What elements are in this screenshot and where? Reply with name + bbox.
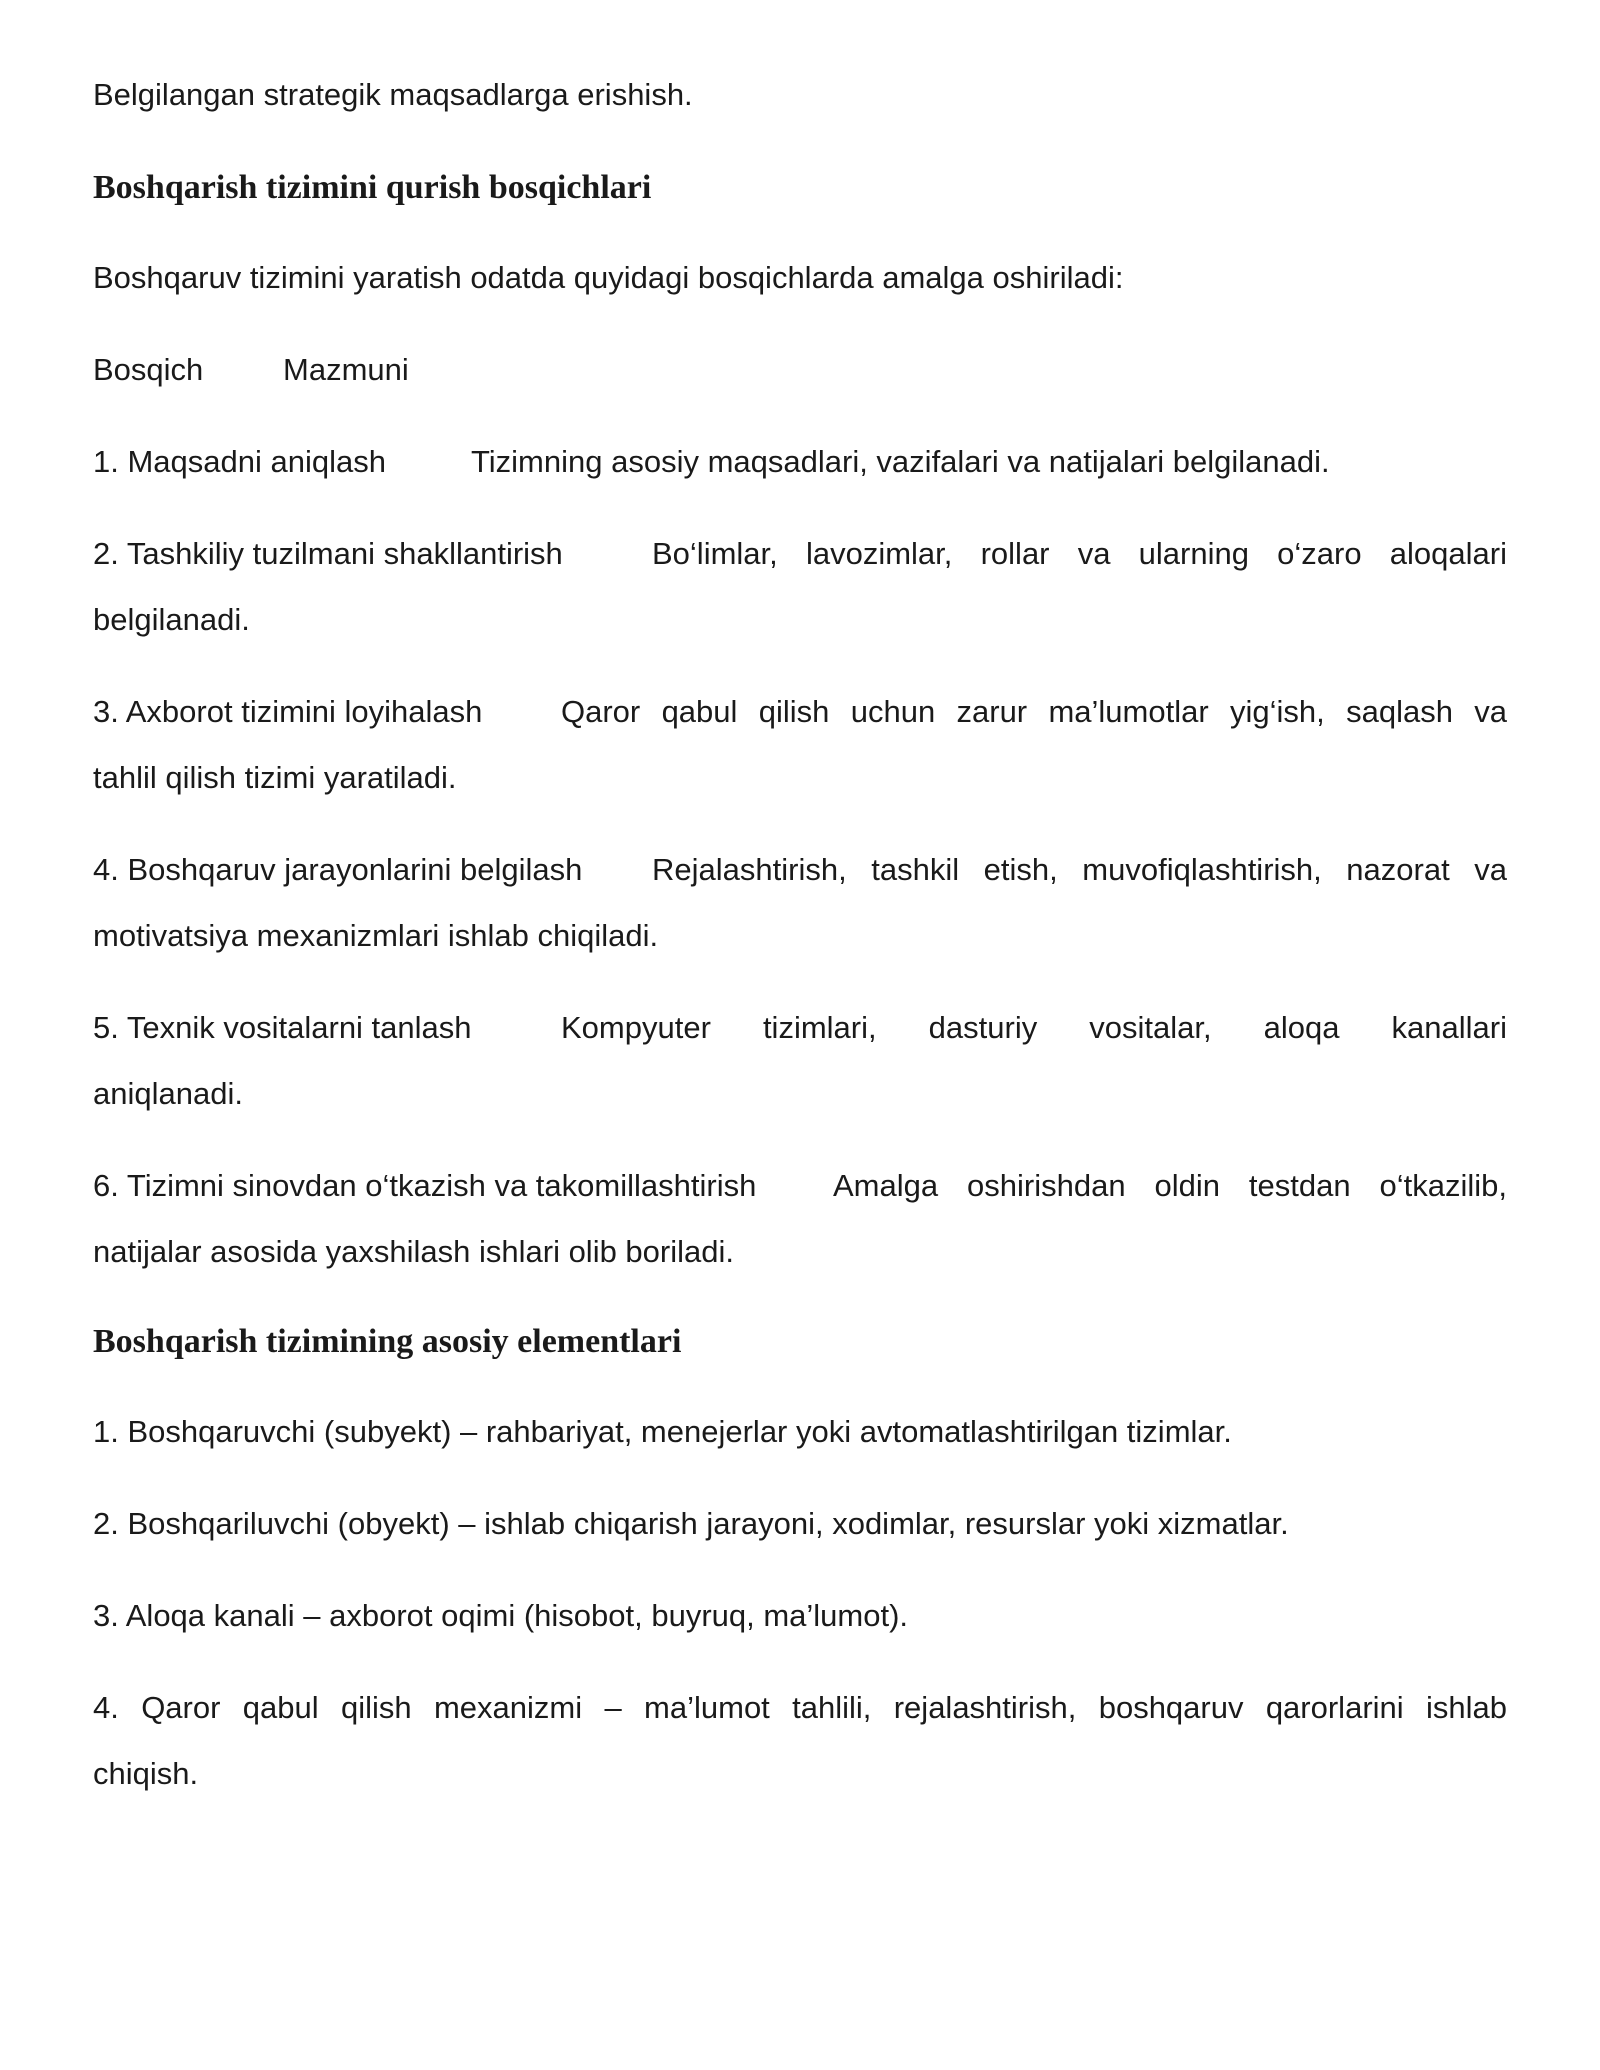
list-item: 4. Qaror qabul qilish mexanizmi – ma’lumot tahlili, rejalashtirish, boshqaruv qarorlarini ishlab <box>93 1690 1507 1725</box>
table-header <box>93 350 1507 390</box>
table-header-stage: Bosqich <box>93 352 204 387</box>
step-content-continued: tahlil qilish tizimi yaratiladi. <box>93 760 457 795</box>
step-content-continued: belgilanadi. <box>93 602 250 637</box>
section-intro: Boshqaruv tizimini yaratish odatda quyidagi bosqichlarda amalga oshiriladi: <box>93 260 1124 295</box>
step-content-continued: natijalar asosida yaxshilash ishlari olib boriladi. <box>93 1234 734 1269</box>
step-content: Bo‘limlar, lavozimlar, rollar va ularning o‘zaro aloqalari <box>652 536 1507 571</box>
step-row <box>93 442 1507 482</box>
step-content: Rejalashtirish, tashkil etish, muvofiqlashtirish, nazorat va <box>652 852 1507 887</box>
step-content: Amalga oshirishdan oldin testdan o‘tkazilib, <box>833 1168 1507 1203</box>
table-header-content: Mazmuni <box>283 352 409 387</box>
step-content-continued: motivatsiya mexanizmlari ishlab chiqiladi. <box>93 918 659 953</box>
step-content-continued: aniqlanadi. <box>93 1076 243 1111</box>
section-heading-elements: Boshqarish tizimining asosiy elementlari <box>93 1323 682 1360</box>
step-stage: 1. Maqsadni aniqlash <box>93 444 386 479</box>
step-content: Tizimning asosiy maqsadlari, vazifalari va natijalari belgilanadi. <box>471 444 1330 479</box>
step-row <box>93 692 1507 732</box>
step-stage: 4. Boshqaruv jarayonlarini belgilash <box>93 852 583 887</box>
section-heading-stages: Boshqarish tizimini qurish bosqichlari <box>93 169 652 206</box>
list-item: 1. Boshqaruvchi (subyekt) – rahbariyat, menejerlar yoki avtomatlashtirilgan tizimlar. <box>93 1414 1232 1449</box>
step-row <box>93 850 1507 890</box>
step-row <box>93 534 1507 574</box>
step-row <box>93 1008 1507 1048</box>
step-stage: 2. Tashkiliy tuzilmani shakllantirish <box>93 536 563 571</box>
step-stage: 6. Tizimni sinovdan o‘tkazish va takomillashtirish <box>93 1168 757 1203</box>
step-content: Kompyuter tizimlari, dasturiy vositalar, aloqa kanallari <box>561 1010 1507 1045</box>
list-item: 3. Aloqa kanali – axborot oqimi (hisobot, buyruq, ma’lumot). <box>93 1598 909 1633</box>
step-row <box>93 1166 1507 1206</box>
list-item: 2. Boshqariluvchi (obyekt) – ishlab chiqarish jarayoni, xodimlar, resurslar yoki xizmatlar. <box>93 1506 1289 1541</box>
list-item-continued: chiqish. <box>93 1756 199 1791</box>
intro-line: Belgilangan strategik maqsadlarga erishish. <box>93 77 693 112</box>
step-content: Qaror qabul qilish uchun zarur ma’lumotlar yig‘ish, saqlash va <box>561 694 1507 729</box>
step-stage: 3. Axborot tizimini loyihalash <box>93 694 483 729</box>
step-stage: 5. Texnik vositalarni tanlash <box>93 1010 472 1045</box>
